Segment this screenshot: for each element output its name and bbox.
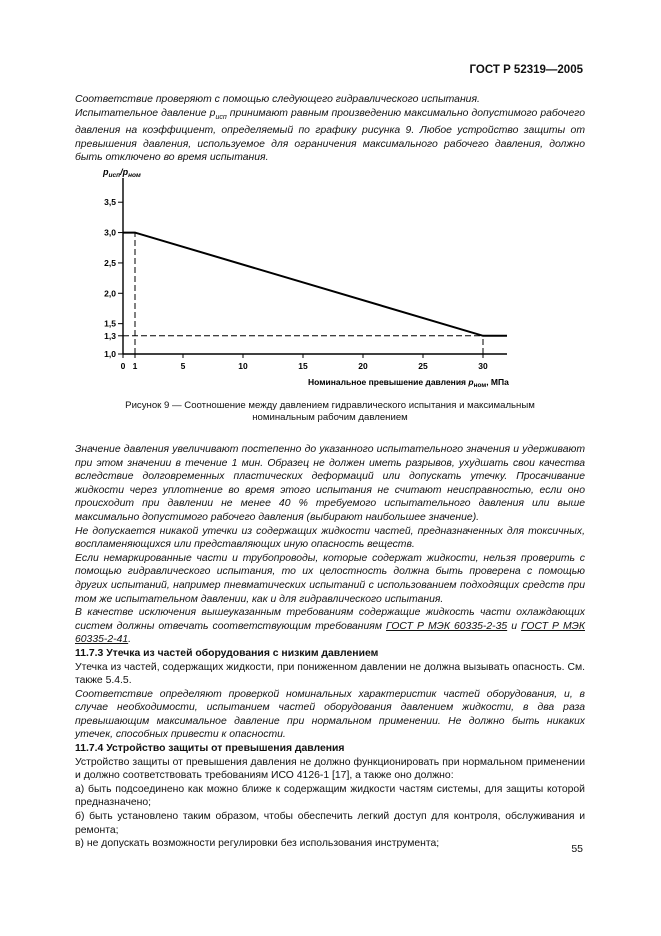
body-paragraph-4: Не допускается никакой утечки из содержащих жидкости частей, предназначенных для токсичных, воспламеняющихся или представляющих иную опасность веществ. xyxy=(75,525,585,551)
pressure-ratio-chart xyxy=(0,0,661,400)
list-item-c: в) не допускать возможности регулировки без использования инструмента; xyxy=(75,838,440,850)
y-tick-label: 2,0 xyxy=(104,288,116,299)
body-p6-end: . xyxy=(128,634,132,646)
intro-p2-text-a: Испытательное давление xyxy=(75,107,210,119)
link-gost-60335-2-35[interactable]: ГОСТ Р МЭК 60335-2-35 xyxy=(386,620,508,632)
figure-caption-line-1: Рисунок 9 — Соотношение между давлением гидравлического испытания и максимальным xyxy=(125,400,535,411)
link-gost-60335-2-41[interactable]: ГОСТ Р МЭК 60335-2-41 xyxy=(75,620,585,646)
x-tick-label: 25 xyxy=(418,361,428,371)
figure-caption xyxy=(75,400,585,424)
figure-caption-line-2: номинальным рабочим давлением xyxy=(252,412,408,423)
x-tick-label: 30 xyxy=(478,361,488,371)
document-header: ГОСТ Р 52319—2005 xyxy=(469,64,583,76)
y-tick-label: 1,0 xyxy=(104,349,116,359)
list-item-b: б) быть установлено таким образом, чтобы обеспечить легкий доступ для контроля, обслуживания и ремонта; xyxy=(75,811,585,836)
x-tick-label: 1 xyxy=(132,361,138,371)
y-tick-label: 3,0 xyxy=(104,227,116,238)
x-tick-label: 0 xyxy=(120,361,126,371)
page-number: 55 xyxy=(571,843,583,855)
y-tick-label: 3,5 xyxy=(104,197,116,208)
x-tick-label: 5 xyxy=(180,361,186,371)
body-p6-text: В качестве исключения вышеуказанным требованиям содержащие жидкость части охлаждающих систем должны отвечать соответствующим требованиям xyxy=(75,607,585,632)
body-paragraph-8: Соответствие определяют проверкой номинальных характеристик частей оборудования, и, в случае необходимости, испытанием частей оборудования давлением жидкости, в два раза превышающим максимальное давление при нормальном применении. Не должно быть никаких утечек, способных привести к опасности. xyxy=(75,688,585,741)
chart-x-axis-label: Номинальное превышение давления $p_{ном}$, МПа xyxy=(308,377,509,389)
body-paragraph-5: Если немаркированные части и трубопроводы, которые содержат жидкости, нельзя проверить с помощью гидравлического испытания, то их целостность должна быть проверена с помощью других испытаний, например пневматических испытаний с использованием подходящих средств при том же испытательном давлении, как и для гидравлического испытания. xyxy=(75,552,585,605)
chart-y-axis-label: $p_{исп}/p_{ном}$ xyxy=(103,167,141,179)
series-line xyxy=(123,233,507,336)
body-block xyxy=(75,443,585,851)
x-tick-label: 20 xyxy=(358,361,368,371)
y-tick-label: 1,3 xyxy=(104,330,116,341)
body-p6-mid: и xyxy=(507,620,522,632)
section-heading-11-7-4: 11.7.4 Устройство защиты от превышения давления xyxy=(75,743,345,755)
chart-marks xyxy=(123,233,507,354)
section-heading-11-7-3: 11.7.3 Утечка из частей оборудования с низким давлением xyxy=(75,647,379,659)
body-paragraph-9: Устройство защиты от превышения давления не должно функционировать при нормальном применении и должно соответствовать требованиям ИСО 4126-1 [17], а также оно должно: xyxy=(75,756,585,782)
intro-p2-text-b: принимают равным произведению максимально допустимого рабочего давления на коэффициент, определяемый по графику рисунка 9. Любое устройство защиты от превышения давления, используемое для ограничения максимального рабочего давления, должно быть отключено во время испытания. xyxy=(75,107,586,164)
x-tick-label: 10 xyxy=(238,361,248,371)
intro-paragraph-1: Соответствие проверяют с помощью следующего гидравлического испытания. xyxy=(75,94,480,105)
x-tick-label: 15 xyxy=(298,361,308,371)
y-tick-label: 1,5 xyxy=(104,318,116,329)
intro-p2-subscript: исп xyxy=(215,113,227,121)
body-paragraph-7: Утечка из частей, содержащих жидкости, при пониженном давлении не должна вызывать опасность. См. также 5.4.5. xyxy=(75,661,585,687)
list-item-a: а) быть подсоединено как можно ближе к содержащим жидкости частям системы, для защиты которой предназначено; xyxy=(75,783,585,809)
body-paragraph-3: Значение давления увеличивают постепенно до указанного испытательного значения и удерживают при этом значении в течение 1 мин. Образец не должен иметь разрывов, ухудшать свои качества вследствие долговременных пластических деформаций или допускать утечку. Просачивание жидкости через уплотнение во время этого испытания не считают неисправностью, если оно происходит при давлении не менее 40 % требуемого испытательного давления или выше максимально допустимого рабочего давления (выбирают наибольшее значение). xyxy=(75,444,585,523)
y-tick-label: 2,5 xyxy=(104,257,116,268)
intro-p2-symbol: p xyxy=(209,107,216,119)
chart-axes xyxy=(104,178,507,371)
body-paragraph-6 xyxy=(75,606,585,647)
